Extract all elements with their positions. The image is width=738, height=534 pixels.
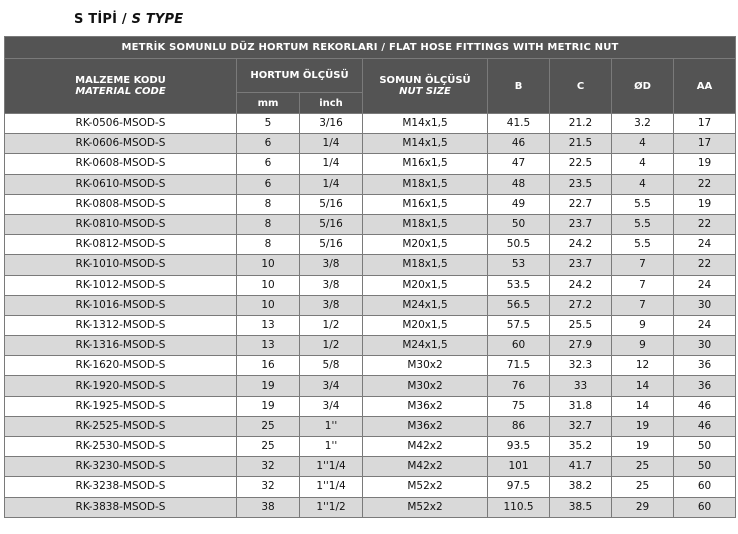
table-row (5, 477, 736, 497)
cell-hose-mm: 13 (237, 315, 300, 335)
table-row (5, 275, 736, 295)
table-row (5, 255, 736, 275)
cell-b: 46 (488, 134, 550, 154)
heading-italic: S TYPE (131, 12, 184, 27)
cell-material-code: RK-1312-MSOD-S (5, 315, 237, 335)
cell-nut-size: M42x2 (363, 437, 488, 457)
cell-nut-size: M18x1,5 (363, 255, 488, 275)
cell-hose-inch: 1''1/4 (300, 457, 363, 477)
cell-hose-inch: 1''1/2 (300, 497, 363, 517)
cell-d: 4 (612, 134, 674, 154)
cell-d: 29 (612, 497, 674, 517)
cell-b: 86 (488, 416, 550, 436)
header-mm: mm (237, 93, 300, 114)
cell-hose-inch: 3/4 (300, 376, 363, 396)
cell-material-code: RK-1012-MSOD-S (5, 275, 237, 295)
cell-hose-inch: 1'' (300, 416, 363, 436)
table-row (5, 134, 736, 154)
cell-hose-inch: 5/8 (300, 356, 363, 376)
cell-b: 56.5 (488, 295, 550, 315)
cell-aa: 19 (674, 194, 736, 214)
cell-d: 12 (612, 356, 674, 376)
cell-b: 101 (488, 457, 550, 477)
cell-nut-size: M30x2 (363, 376, 488, 396)
cell-c: 41.7 (550, 457, 612, 477)
cell-hose-mm: 5 (237, 114, 300, 134)
cell-aa: 60 (674, 477, 736, 497)
cell-d: 7 (612, 275, 674, 295)
table-row (5, 497, 736, 517)
cell-d: 9 (612, 336, 674, 356)
cell-b: 50 (488, 214, 550, 234)
table-row (5, 457, 736, 477)
cell-aa: 50 (674, 457, 736, 477)
header-c: C (550, 59, 612, 114)
cell-d: 25 (612, 477, 674, 497)
cell-hose-mm: 19 (237, 396, 300, 416)
cell-nut-size: M24x1,5 (363, 336, 488, 356)
header-material-code (5, 59, 237, 114)
cell-d: 4 (612, 174, 674, 194)
table-row (5, 336, 736, 356)
cell-aa: 24 (674, 315, 736, 335)
cell-aa: 46 (674, 416, 736, 436)
cell-b: 41.5 (488, 114, 550, 134)
cell-c: 23.5 (550, 174, 612, 194)
cell-c: 23.7 (550, 214, 612, 234)
header-nut-size-tr: SOMUN ÖLÇÜSÜ (379, 75, 471, 86)
cell-aa: 17 (674, 114, 736, 134)
cell-c: 25.5 (550, 315, 612, 335)
header-aa: AA (674, 59, 736, 114)
table-title: METRİK SOMUNLU DÜZ HORTUM REKORLARI / FLAT HOSE FITTINGS WITH METRIC NUT (5, 37, 736, 59)
cell-d: 14 (612, 376, 674, 396)
table-row (5, 174, 736, 194)
cell-b: 53 (488, 255, 550, 275)
cell-b: 53.5 (488, 275, 550, 295)
cell-b: 97.5 (488, 477, 550, 497)
cell-d: 5.5 (612, 194, 674, 214)
table-row (5, 376, 736, 396)
cell-aa: 60 (674, 497, 736, 517)
cell-aa: 17 (674, 134, 736, 154)
cell-material-code: RK-1920-MSOD-S (5, 376, 237, 396)
cell-b: 75 (488, 396, 550, 416)
cell-aa: 19 (674, 154, 736, 174)
cell-nut-size: M18x1,5 (363, 214, 488, 234)
header-material-code-en: MATERIAL CODE (75, 86, 166, 97)
cell-material-code: RK-2525-MSOD-S (5, 416, 237, 436)
cell-d: 7 (612, 295, 674, 315)
cell-hose-inch: 5/16 (300, 235, 363, 255)
cell-hose-mm: 16 (237, 356, 300, 376)
cell-material-code: RK-3838-MSOD-S (5, 497, 237, 517)
cell-hose-mm: 8 (237, 194, 300, 214)
cell-hose-inch: 3/16 (300, 114, 363, 134)
cell-c: 21.5 (550, 134, 612, 154)
cell-material-code: RK-0610-MSOD-S (5, 174, 237, 194)
cell-hose-inch: 1/4 (300, 174, 363, 194)
cell-hose-inch: 1/4 (300, 154, 363, 174)
header-inch: inch (300, 93, 363, 114)
cell-aa: 46 (674, 396, 736, 416)
header-nut-size-en: NUT SIZE (399, 86, 451, 97)
cell-b: 57.5 (488, 315, 550, 335)
table-row (5, 114, 736, 134)
cell-nut-size: M16x1,5 (363, 154, 488, 174)
cell-material-code: RK-0810-MSOD-S (5, 214, 237, 234)
cell-material-code: RK-1010-MSOD-S (5, 255, 237, 275)
header-material-code-tr: MALZEME KODU (75, 75, 166, 86)
cell-aa: 30 (674, 336, 736, 356)
cell-b: 50.5 (488, 235, 550, 255)
cell-b: 76 (488, 376, 550, 396)
cell-aa: 36 (674, 356, 736, 376)
cell-d: 19 (612, 416, 674, 436)
cell-c: 22.5 (550, 154, 612, 174)
cell-c: 31.8 (550, 396, 612, 416)
cell-aa: 22 (674, 214, 736, 234)
cell-material-code: RK-1316-MSOD-S (5, 336, 237, 356)
cell-hose-inch: 1/2 (300, 336, 363, 356)
cell-c: 27.9 (550, 336, 612, 356)
cell-c: 35.2 (550, 437, 612, 457)
table-row (5, 437, 736, 457)
header-nut-size (363, 59, 488, 114)
cell-c: 22.7 (550, 194, 612, 214)
header-hose-size: HORTUM ÖLÇÜSÜ (237, 59, 363, 93)
cell-d: 25 (612, 457, 674, 477)
cell-material-code: RK-1925-MSOD-S (5, 396, 237, 416)
table-row (5, 295, 736, 315)
cell-nut-size: M24x1,5 (363, 295, 488, 315)
cell-material-code: RK-0808-MSOD-S (5, 194, 237, 214)
cell-hose-inch: 5/16 (300, 194, 363, 214)
cell-c: 21.2 (550, 114, 612, 134)
cell-aa: 50 (674, 437, 736, 457)
cell-b: 110.5 (488, 497, 550, 517)
cell-c: 24.2 (550, 275, 612, 295)
cell-nut-size: M52x2 (363, 497, 488, 517)
cell-hose-mm: 32 (237, 457, 300, 477)
cell-b: 71.5 (488, 356, 550, 376)
table-row (5, 194, 736, 214)
cell-material-code: RK-0606-MSOD-S (5, 134, 237, 154)
cell-d: 5.5 (612, 235, 674, 255)
heading-main: S TİPİ / (74, 12, 132, 27)
table-row (5, 214, 736, 234)
cell-hose-mm: 32 (237, 477, 300, 497)
cell-material-code: RK-1620-MSOD-S (5, 356, 237, 376)
cell-hose-mm: 10 (237, 275, 300, 295)
cell-aa: 24 (674, 235, 736, 255)
cell-nut-size: M36x2 (363, 396, 488, 416)
cell-nut-size: M42x2 (363, 457, 488, 477)
cell-aa: 30 (674, 295, 736, 315)
cell-nut-size: M36x2 (363, 416, 488, 436)
table-body (5, 114, 736, 518)
cell-c: 38.5 (550, 497, 612, 517)
cell-hose-inch: 3/4 (300, 396, 363, 416)
cell-hose-mm: 6 (237, 174, 300, 194)
cell-hose-inch: 1/4 (300, 134, 363, 154)
cell-aa: 24 (674, 275, 736, 295)
cell-hose-mm: 6 (237, 154, 300, 174)
cell-hose-inch: 1'' (300, 437, 363, 457)
fittings-table (4, 36, 736, 518)
cell-c: 27.2 (550, 295, 612, 315)
cell-d: 5.5 (612, 214, 674, 234)
cell-hose-mm: 13 (237, 336, 300, 356)
cell-d: 19 (612, 437, 674, 457)
cell-b: 48 (488, 174, 550, 194)
header-b: B (488, 59, 550, 114)
cell-d: 9 (612, 315, 674, 335)
cell-material-code: RK-3230-MSOD-S (5, 457, 237, 477)
cell-c: 32.3 (550, 356, 612, 376)
cell-hose-mm: 8 (237, 235, 300, 255)
cell-hose-inch: 3/8 (300, 275, 363, 295)
page (4, 0, 735, 518)
cell-aa: 36 (674, 376, 736, 396)
cell-nut-size: M14x1,5 (363, 134, 488, 154)
cell-aa: 22 (674, 174, 736, 194)
cell-nut-size: M52x2 (363, 477, 488, 497)
cell-material-code: RK-0608-MSOD-S (5, 154, 237, 174)
cell-c: 32.7 (550, 416, 612, 436)
cell-d: 4 (612, 154, 674, 174)
table-row (5, 154, 736, 174)
cell-material-code: RK-0506-MSOD-S (5, 114, 237, 134)
cell-hose-mm: 10 (237, 255, 300, 275)
cell-b: 47 (488, 154, 550, 174)
table-row (5, 315, 736, 335)
cell-nut-size: M16x1,5 (363, 194, 488, 214)
cell-nut-size: M18x1,5 (363, 174, 488, 194)
cell-hose-inch: 1''1/4 (300, 477, 363, 497)
header-d: ØD (612, 59, 674, 114)
cell-c: 38.2 (550, 477, 612, 497)
cell-hose-mm: 8 (237, 214, 300, 234)
cell-nut-size: M14x1,5 (363, 114, 488, 134)
cell-material-code: RK-3238-MSOD-S (5, 477, 237, 497)
cell-hose-mm: 25 (237, 416, 300, 436)
cell-d: 14 (612, 396, 674, 416)
cell-nut-size: M20x1,5 (363, 315, 488, 335)
cell-hose-inch: 3/8 (300, 295, 363, 315)
cell-c: 23.7 (550, 255, 612, 275)
table-row (5, 416, 736, 436)
cell-material-code: RK-2530-MSOD-S (5, 437, 237, 457)
cell-hose-mm: 10 (237, 295, 300, 315)
cell-hose-inch: 1/2 (300, 315, 363, 335)
cell-b: 49 (488, 194, 550, 214)
cell-d: 3.2 (612, 114, 674, 134)
table-row (5, 396, 736, 416)
cell-b: 93.5 (488, 437, 550, 457)
cell-nut-size: M20x1,5 (363, 275, 488, 295)
cell-nut-size: M20x1,5 (363, 235, 488, 255)
cell-hose-mm: 6 (237, 134, 300, 154)
cell-c: 33 (550, 376, 612, 396)
cell-hose-mm: 19 (237, 376, 300, 396)
cell-nut-size: M30x2 (363, 356, 488, 376)
cell-aa: 22 (674, 255, 736, 275)
cell-hose-inch: 5/16 (300, 214, 363, 234)
table-row (5, 356, 736, 376)
cell-b: 60 (488, 336, 550, 356)
cell-hose-mm: 38 (237, 497, 300, 517)
table-row (5, 235, 736, 255)
cell-hose-mm: 25 (237, 437, 300, 457)
cell-material-code: RK-1016-MSOD-S (5, 295, 237, 315)
cell-hose-inch: 3/8 (300, 255, 363, 275)
cell-material-code: RK-0812-MSOD-S (5, 235, 237, 255)
page-heading (4, 0, 735, 36)
cell-c: 24.2 (550, 235, 612, 255)
cell-d: 7 (612, 255, 674, 275)
